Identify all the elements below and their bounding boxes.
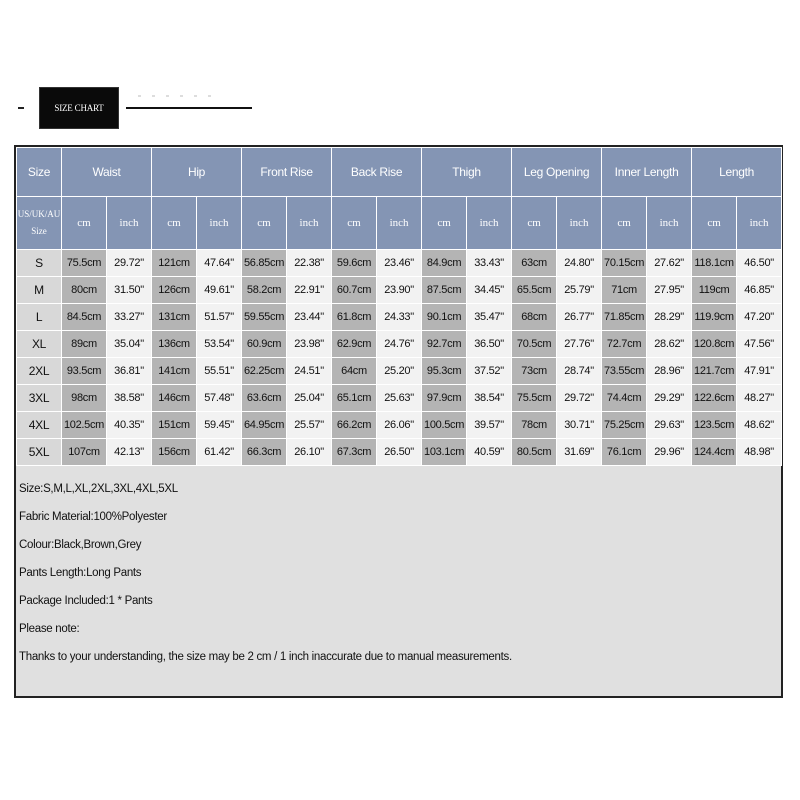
inch-value-cell: 36.50" — [467, 331, 512, 358]
cm-value-cell: 61.8cm — [332, 304, 377, 331]
unit-header-inch: inch — [287, 197, 332, 250]
size-cell: 5XL — [17, 439, 62, 466]
group-header-inner-length: Inner Length — [602, 148, 692, 197]
cm-value-cell: 146cm — [152, 385, 197, 412]
inch-value-cell: 24.33" — [377, 304, 422, 331]
cm-value-cell: 59.55cm — [242, 304, 287, 331]
cm-value-cell: 124.4cm — [692, 439, 737, 466]
size-table — [16, 147, 782, 466]
note-line: Thanks to your understanding, the size may be 2 cm / 1 inch inaccurate due to manual measurements. — [19, 651, 512, 663]
size-table-body — [17, 250, 782, 466]
cm-value-cell: 151cm — [152, 412, 197, 439]
unit-header-cm: cm — [152, 197, 197, 250]
unit-header-cm: cm — [692, 197, 737, 250]
cm-value-cell: 73cm — [512, 358, 557, 385]
unit-header-cm: cm — [332, 197, 377, 250]
inch-value-cell: 46.50" — [737, 250, 782, 277]
inch-value-cell: 23.98" — [287, 331, 332, 358]
unit-header-inch: inch — [377, 197, 422, 250]
cm-value-cell: 141cm — [152, 358, 197, 385]
unit-header-cm: cm — [242, 197, 287, 250]
size-region-line-1: US/UK/AU — [17, 209, 61, 219]
cm-value-cell: 107cm — [62, 439, 107, 466]
group-header-waist: Waist — [62, 148, 152, 197]
inch-value-cell: 48.27" — [737, 385, 782, 412]
cm-value-cell: 66.2cm — [332, 412, 377, 439]
inch-value-cell: 38.58" — [107, 385, 152, 412]
cm-value-cell: 62.25cm — [242, 358, 287, 385]
inch-value-cell: 38.54" — [467, 385, 512, 412]
cm-value-cell: 75.25cm — [602, 412, 647, 439]
table-row — [17, 331, 782, 358]
inch-value-cell: 49.61" — [197, 277, 242, 304]
unit-header-cm: cm — [602, 197, 647, 250]
cm-value-cell: 72.7cm — [602, 331, 647, 358]
group-header-leg-opening: Leg Opening — [512, 148, 602, 197]
inch-value-cell: 35.04" — [107, 331, 152, 358]
inch-value-cell: 36.81" — [107, 358, 152, 385]
unit-header-inch: inch — [647, 197, 692, 250]
inch-value-cell: 25.57" — [287, 412, 332, 439]
cm-value-cell: 87.5cm — [422, 277, 467, 304]
inch-value-cell: 48.62" — [737, 412, 782, 439]
inch-value-cell: 28.29" — [647, 304, 692, 331]
inch-value-cell: 26.77" — [557, 304, 602, 331]
inch-value-cell: 30.71" — [557, 412, 602, 439]
inch-value-cell: 40.35" — [107, 412, 152, 439]
inch-value-cell: 27.62" — [647, 250, 692, 277]
inch-value-cell: 33.43" — [467, 250, 512, 277]
group-header-hip: Hip — [152, 148, 242, 197]
inch-value-cell: 57.48" — [197, 385, 242, 412]
inch-value-cell: 47.64" — [197, 250, 242, 277]
inch-value-cell: 29.29" — [647, 385, 692, 412]
cm-value-cell: 119cm — [692, 277, 737, 304]
group-header-thigh: Thigh — [422, 148, 512, 197]
unit-header-cm: cm — [422, 197, 467, 250]
cm-value-cell: 84.9cm — [422, 250, 467, 277]
note-line: Size:S,M,L,XL,2XL,3XL,4XL,5XL — [19, 483, 178, 495]
size-cell: L — [17, 304, 62, 331]
cm-value-cell: 136cm — [152, 331, 197, 358]
inch-value-cell: 29.72" — [557, 385, 602, 412]
cm-value-cell: 80cm — [62, 277, 107, 304]
inch-value-cell: 53.54" — [197, 331, 242, 358]
cm-value-cell: 121cm — [152, 250, 197, 277]
cm-value-cell: 60.9cm — [242, 331, 287, 358]
group-header-length: Length — [692, 148, 782, 197]
header-rule — [126, 107, 252, 109]
inch-value-cell: 27.76" — [557, 331, 602, 358]
size-chart-header — [18, 88, 248, 128]
inch-value-cell: 24.51" — [287, 358, 332, 385]
cm-value-cell: 71cm — [602, 277, 647, 304]
inch-value-cell: 47.91" — [737, 358, 782, 385]
inch-value-cell: 29.63" — [647, 412, 692, 439]
header-tick — [18, 107, 24, 109]
inch-value-cell: 42.13" — [107, 439, 152, 466]
cm-value-cell: 62.9cm — [332, 331, 377, 358]
inch-value-cell: 23.44" — [287, 304, 332, 331]
cm-value-cell: 126cm — [152, 277, 197, 304]
inch-value-cell: 61.42" — [197, 439, 242, 466]
size-column-header: Size — [17, 148, 62, 197]
inch-value-cell: 24.76" — [377, 331, 422, 358]
inch-value-cell: 22.38" — [287, 250, 332, 277]
inch-value-cell: 25.63" — [377, 385, 422, 412]
cm-value-cell: 90.1cm — [422, 304, 467, 331]
inch-value-cell: 59.45" — [197, 412, 242, 439]
table-row — [17, 439, 782, 466]
group-header-front-rise: Front Rise — [242, 148, 332, 197]
cm-value-cell: 78cm — [512, 412, 557, 439]
cm-value-cell: 63.6cm — [242, 385, 287, 412]
cm-value-cell: 64.95cm — [242, 412, 287, 439]
cm-value-cell: 58.2cm — [242, 277, 287, 304]
cm-value-cell: 118.1cm — [692, 250, 737, 277]
size-cell: M — [17, 277, 62, 304]
cm-value-cell: 60.7cm — [332, 277, 377, 304]
inch-value-cell: 23.46" — [377, 250, 422, 277]
inch-value-cell: 28.74" — [557, 358, 602, 385]
inch-value-cell: 48.98" — [737, 439, 782, 466]
header-dots — [138, 95, 218, 97]
unit-header-inch: inch — [737, 197, 782, 250]
cm-value-cell: 131cm — [152, 304, 197, 331]
inch-value-cell: 26.06" — [377, 412, 422, 439]
cm-value-cell: 75.5cm — [62, 250, 107, 277]
note-line: Fabric Material:100%Polyester — [19, 511, 167, 523]
unit-header-inch: inch — [467, 197, 512, 250]
unit-header-inch: inch — [557, 197, 602, 250]
cm-value-cell: 95.3cm — [422, 358, 467, 385]
table-row — [17, 250, 782, 277]
cm-value-cell: 89cm — [62, 331, 107, 358]
table-row — [17, 304, 782, 331]
inch-value-cell: 27.95" — [647, 277, 692, 304]
cm-value-cell: 56.85cm — [242, 250, 287, 277]
inch-value-cell: 47.20" — [737, 304, 782, 331]
size-region-label — [17, 197, 62, 250]
size-cell: 2XL — [17, 358, 62, 385]
cm-value-cell: 68cm — [512, 304, 557, 331]
group-header-back-rise: Back Rise — [332, 148, 422, 197]
cm-value-cell: 102.5cm — [62, 412, 107, 439]
inch-value-cell: 37.52" — [467, 358, 512, 385]
cm-value-cell: 119.9cm — [692, 304, 737, 331]
unit-header-inch: inch — [107, 197, 152, 250]
inch-value-cell: 22.91" — [287, 277, 332, 304]
note-line: Package Included:1 * Pants — [19, 595, 153, 607]
cm-value-cell: 97.9cm — [422, 385, 467, 412]
cm-value-cell: 74.4cm — [602, 385, 647, 412]
inch-value-cell: 25.79" — [557, 277, 602, 304]
note-line: Colour:Black,Brown,Grey — [19, 539, 142, 551]
cm-value-cell: 70.5cm — [512, 331, 557, 358]
cm-value-cell: 70.15cm — [602, 250, 647, 277]
cm-value-cell: 122.6cm — [692, 385, 737, 412]
inch-value-cell: 25.04" — [287, 385, 332, 412]
size-region-line-2: Size — [31, 226, 47, 236]
size-chart-panel — [14, 145, 783, 698]
inch-value-cell: 28.62" — [647, 331, 692, 358]
note-line: Pants Length:Long Pants — [19, 567, 142, 579]
table-row — [17, 412, 782, 439]
cm-value-cell: 75.5cm — [512, 385, 557, 412]
inch-value-cell: 25.20" — [377, 358, 422, 385]
cm-value-cell: 98cm — [62, 385, 107, 412]
cm-value-cell: 67.3cm — [332, 439, 377, 466]
cm-value-cell: 64cm — [332, 358, 377, 385]
size-cell: 4XL — [17, 412, 62, 439]
unit-header-inch: inch — [197, 197, 242, 250]
cm-value-cell: 100.5cm — [422, 412, 467, 439]
cm-value-cell: 66.3cm — [242, 439, 287, 466]
table-row — [17, 358, 782, 385]
inch-value-cell: 26.10" — [287, 439, 332, 466]
size-cell: XL — [17, 331, 62, 358]
inch-value-cell: 47.56" — [737, 331, 782, 358]
table-row — [17, 385, 782, 412]
inch-value-cell: 55.51" — [197, 358, 242, 385]
inch-value-cell: 28.96" — [647, 358, 692, 385]
cm-value-cell: 71.85cm — [602, 304, 647, 331]
cm-value-cell: 76.1cm — [602, 439, 647, 466]
product-notes — [16, 479, 784, 675]
cm-value-cell: 65.5cm — [512, 277, 557, 304]
inch-value-cell: 39.57" — [467, 412, 512, 439]
size-chart-badge: SIZE CHART — [40, 88, 118, 128]
inch-value-cell: 35.47" — [467, 304, 512, 331]
unit-header-cm: cm — [62, 197, 107, 250]
inch-value-cell: 31.50" — [107, 277, 152, 304]
cm-value-cell: 84.5cm — [62, 304, 107, 331]
cm-value-cell: 156cm — [152, 439, 197, 466]
size-cell: 3XL — [17, 385, 62, 412]
inch-value-cell: 40.59" — [467, 439, 512, 466]
cm-value-cell: 103.1cm — [422, 439, 467, 466]
inch-value-cell: 33.27" — [107, 304, 152, 331]
unit-header-cm: cm — [512, 197, 557, 250]
cm-value-cell: 65.1cm — [332, 385, 377, 412]
size-cell: S — [17, 250, 62, 277]
cm-value-cell: 121.7cm — [692, 358, 737, 385]
unit-header-row — [17, 197, 782, 250]
inch-value-cell: 29.96" — [647, 439, 692, 466]
cm-value-cell: 80.5cm — [512, 439, 557, 466]
table-row — [17, 277, 782, 304]
cm-value-cell: 59.6cm — [332, 250, 377, 277]
inch-value-cell: 26.50" — [377, 439, 422, 466]
cm-value-cell: 123.5cm — [692, 412, 737, 439]
cm-value-cell: 92.7cm — [422, 331, 467, 358]
cm-value-cell: 93.5cm — [62, 358, 107, 385]
inch-value-cell: 29.72" — [107, 250, 152, 277]
inch-value-cell: 46.85" — [737, 277, 782, 304]
note-line: Please note: — [19, 623, 80, 635]
table-header-row — [17, 148, 782, 197]
inch-value-cell: 34.45" — [467, 277, 512, 304]
inch-value-cell: 23.90" — [377, 277, 422, 304]
cm-value-cell: 73.55cm — [602, 358, 647, 385]
cm-value-cell: 120.8cm — [692, 331, 737, 358]
inch-value-cell: 31.69" — [557, 439, 602, 466]
inch-value-cell: 24.80" — [557, 250, 602, 277]
cm-value-cell: 63cm — [512, 250, 557, 277]
inch-value-cell: 51.57" — [197, 304, 242, 331]
